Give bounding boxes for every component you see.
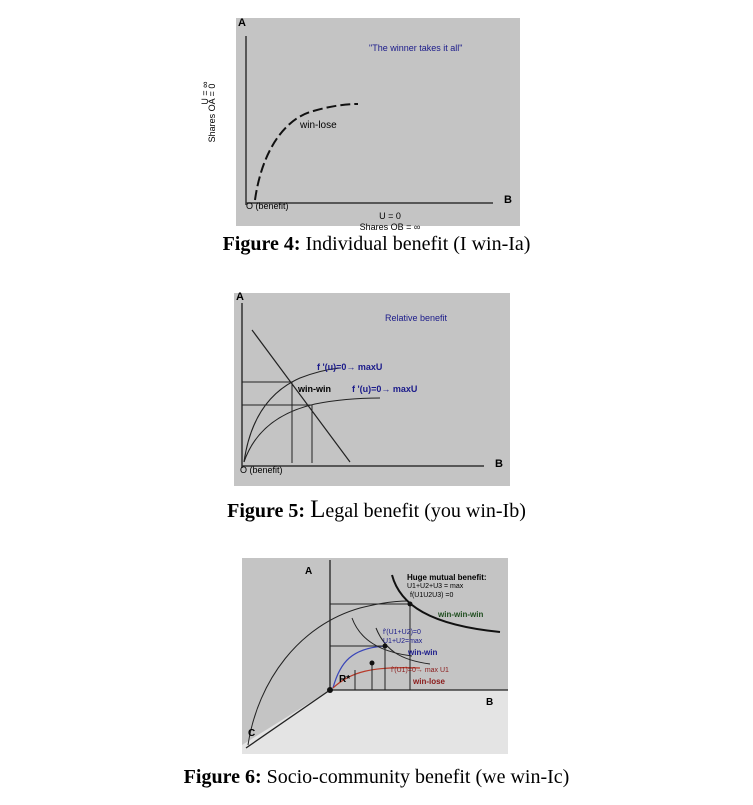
fig4-title: "The winner takes it all" — [369, 43, 463, 53]
fig4-caption: Figure 4: Individual benefit (I win-Ia) — [222, 233, 531, 255]
fig6-mid-line1: f'(U1+U2)=0 — [383, 629, 421, 636]
fig4-x-label-2: Shares OB = ∞ — [359, 222, 421, 232]
fig5-caption: Figure 5: Legal benefit (you win-Ib) — [227, 496, 526, 523]
fig6-label-c: C — [248, 728, 256, 739]
fig6-label-winwin: win-win — [408, 648, 438, 657]
fig6-label-b: B — [486, 697, 494, 708]
fig6-label-a: A — [305, 566, 313, 577]
fig6-caption: Figure 6: Socio-community benefit (we win-Ic) — [183, 766, 570, 788]
fig6-label-r: R* — [339, 674, 351, 685]
fig4-origin-label: O (benefit) — [246, 201, 289, 211]
fig4-curve-label: win-lose — [300, 120, 337, 131]
fig6-lower-region — [242, 690, 508, 754]
fig6-low-line1: f'(U1)=0→ max U1 — [391, 667, 449, 674]
fig6-origin-point — [327, 687, 333, 693]
fig5-label-b: B — [495, 458, 503, 470]
fig5-title: Relative benefit — [385, 313, 448, 323]
fig6-point-winwinwin — [408, 602, 413, 607]
fig5-label-upper: f '(u)=0→ maxU — [317, 362, 383, 372]
fig4-y-label-2: Shares OA = 0 — [207, 83, 217, 143]
fig4-y-label-1: U = ∞ — [200, 81, 210, 105]
fig5-label-lower: f '(u)=0→ maxU — [352, 384, 418, 394]
fig5-label-winwin: win-win — [298, 384, 331, 394]
fig6-label-winwinwin: win-win-win — [438, 610, 484, 619]
fig5-label-a: A — [236, 291, 244, 303]
fig4-label-b: B — [504, 194, 512, 206]
fig5-origin-label: O (benefit) — [240, 465, 283, 475]
fig6-label-winlose: win-lose — [413, 677, 446, 686]
fig6-huge-line2: U1+U2+U3 = max — [407, 583, 464, 590]
fig6-mid-line2: U1+U2=max — [383, 638, 423, 645]
fig6-point-winlose — [370, 661, 375, 666]
fig6-huge-line3: f(U1U2U3) =0 — [410, 592, 454, 599]
fig6-huge-title: Huge mutual benefit: — [407, 573, 487, 582]
fig4-label-a: A — [238, 17, 246, 29]
fig4-x-label-1: U = 0 — [379, 211, 401, 221]
